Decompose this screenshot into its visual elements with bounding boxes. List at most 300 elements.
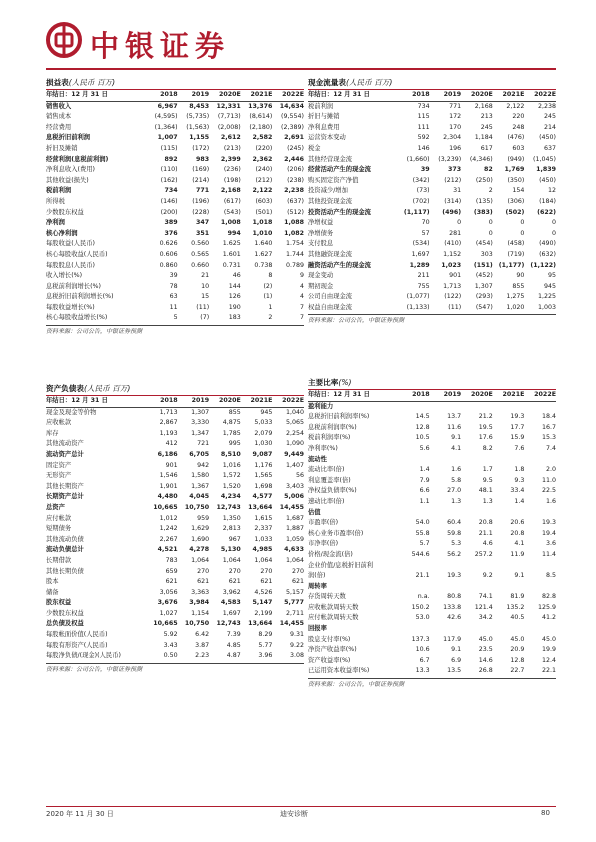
table-row — [308, 645, 556, 656]
row-label: 利息覆盖率(倍) — [308, 476, 351, 484]
row-value: 0 — [551, 229, 556, 237]
row-label: 其他流动资产 — [46, 440, 84, 448]
row-value: 389 — [164, 219, 178, 227]
row-value: 1,176 — [254, 461, 273, 469]
row-value: 170 — [449, 123, 462, 131]
row-value: 10.6 — [415, 646, 430, 654]
row-value: 1,184 — [474, 134, 493, 142]
column-header-year: 2022E — [524, 390, 556, 401]
row-value: 621 — [228, 578, 241, 586]
row-value: 855 — [512, 282, 525, 290]
row-value — [493, 561, 525, 572]
row-value: 347 — [196, 219, 210, 227]
column-header-year: 2019 — [430, 90, 462, 101]
row-value: 1,020 — [506, 303, 525, 311]
table-row — [308, 582, 556, 593]
table-row — [308, 412, 556, 423]
row-value: 0.626 — [159, 240, 178, 248]
row-value: 81.9 — [510, 593, 525, 601]
table-row — [308, 197, 556, 208]
row-value: 11.4 — [541, 550, 556, 558]
row-value: 0 — [520, 219, 525, 227]
row-value: 39 — [420, 166, 430, 174]
table-row — [308, 613, 556, 624]
row-value: 13.3 — [415, 667, 430, 675]
row-label: 融资活动产生的现金流 — [308, 261, 371, 269]
row-label: 所得税 — [46, 197, 65, 205]
row-value — [461, 455, 493, 466]
row-value: 1.640 — [254, 240, 273, 248]
row-value: 901 — [449, 272, 462, 280]
column-header-year: 2021E — [493, 390, 525, 401]
row-label: 市盈率(倍) — [308, 519, 339, 527]
row-value: 1.4 — [514, 497, 525, 505]
row-value: 855 — [228, 408, 241, 416]
row-value: 11 — [169, 303, 178, 311]
row-value: 21 — [201, 272, 210, 280]
row-value: 57 — [421, 229, 430, 237]
row-value: (8,614) — [249, 113, 273, 121]
row-value: 2,168 — [474, 102, 493, 110]
row-value: 6.7 — [419, 656, 430, 664]
row-value — [461, 624, 493, 635]
row-value: 13,664 — [248, 620, 273, 628]
row-value: (617) — [223, 197, 241, 205]
row-label: 购买固定资产净值 — [308, 176, 359, 184]
table-row — [46, 229, 304, 240]
row-value: 125.9 — [537, 603, 556, 611]
row-value: 12.8 — [510, 656, 525, 664]
row-value: 211 — [417, 272, 430, 280]
row-value: 603 — [512, 144, 525, 152]
row-value: (632) — [539, 250, 556, 258]
row-value — [398, 624, 430, 635]
row-value: 19.9 — [541, 646, 556, 654]
row-value: 12,331 — [216, 102, 241, 110]
row-label: 每股股息(人民币) — [46, 261, 95, 269]
row-value: 19.3 — [541, 519, 556, 527]
row-value: 1,152 — [443, 250, 462, 258]
row-value: (1,122) — [530, 261, 556, 269]
row-value — [398, 561, 430, 572]
table-row — [46, 461, 304, 472]
row-value — [461, 582, 493, 593]
table-row — [46, 535, 304, 546]
column-header-year: 2020E — [209, 396, 241, 407]
row-value: (1,045) — [533, 155, 556, 163]
row-value: 31 — [453, 187, 462, 195]
row-label: 销售收入 — [46, 102, 72, 110]
row-label: 无形资产 — [46, 472, 72, 480]
row-value: 1,887 — [285, 525, 304, 533]
row-value: 995 — [228, 440, 241, 448]
row-value: 1,064 — [254, 556, 273, 564]
row-value: 1,520 — [222, 482, 241, 490]
row-value: (501) — [255, 208, 273, 216]
row-value: 1,016 — [222, 461, 241, 469]
row-label: 其他长期资产 — [46, 482, 84, 490]
row-value: 8.5 — [545, 572, 556, 580]
row-value — [524, 561, 556, 572]
row-value: (702) — [412, 197, 430, 205]
row-value: 1,289 — [409, 261, 430, 269]
row-value: 270 — [228, 567, 241, 575]
row-value: 1,713 — [443, 282, 462, 290]
row-value: 9 — [299, 272, 304, 280]
row-value: 2.0 — [545, 466, 556, 474]
table-row — [46, 588, 304, 599]
financial-table — [308, 90, 556, 313]
row-value: 892 — [164, 155, 178, 163]
row-value: (220) — [255, 144, 273, 152]
row-value: 10,665 — [153, 620, 178, 628]
row-value: 5,157 — [285, 588, 304, 596]
row-value: 1,155 — [189, 134, 210, 142]
row-value: 2,446 — [284, 155, 304, 163]
row-value: 5.3 — [451, 540, 462, 548]
row-value: 1,367 — [191, 482, 210, 490]
table-row — [46, 524, 304, 535]
row-label: 投资活动产生的现金流 — [308, 208, 371, 216]
table-row — [46, 292, 304, 303]
row-value: 3,056 — [159, 588, 178, 596]
panel-title-text: 资产负债表 — [46, 384, 84, 393]
table-row — [46, 556, 304, 567]
row-value: 9.5 — [482, 476, 493, 484]
footer-divider — [46, 806, 556, 807]
column-header-label: 年结日：12 月 31 日 — [308, 90, 398, 101]
row-value: 1,225 — [537, 293, 556, 301]
table-row — [308, 303, 556, 314]
row-value: 53.0 — [415, 614, 430, 622]
row-value: 117.9 — [443, 635, 462, 643]
row-value: 0.560 — [191, 240, 210, 248]
row-value: 23.5 — [478, 646, 493, 654]
column-header-label: 年结日：12 月 31 日 — [46, 396, 146, 407]
table-row — [308, 518, 556, 529]
row-value: 214 — [543, 123, 556, 131]
row-value: 617 — [480, 144, 493, 152]
row-value: 1.1 — [419, 497, 430, 505]
column-header-year: 2021E — [241, 396, 273, 407]
table-row — [46, 609, 304, 620]
row-value: 2,254 — [285, 429, 304, 437]
table-row — [308, 165, 556, 176]
table-header-row — [46, 396, 304, 407]
row-value: (1) — [263, 293, 273, 301]
footer-page-number: 80 — [541, 809, 550, 817]
row-value: 4,521 — [157, 546, 178, 554]
row-value: 412 — [165, 440, 178, 448]
table-row — [308, 465, 556, 476]
row-value: 1,347 — [191, 429, 210, 437]
row-value: 2,337 — [254, 525, 273, 533]
row-value: (3,239) — [438, 155, 462, 163]
row-value: 9,449 — [284, 450, 304, 458]
row-value: 1,090 — [285, 440, 304, 448]
row-value: 1,785 — [222, 429, 241, 437]
row-label: 核心业务市盈率(倍) — [308, 529, 364, 537]
row-value — [461, 401, 493, 412]
row-value: 1,193 — [159, 429, 178, 437]
row-value: 8,510 — [220, 450, 241, 458]
row-value: (198) — [223, 176, 241, 184]
row-value: 21.1 — [415, 572, 430, 580]
row-value: 544.6 — [411, 550, 430, 558]
row-value: 3.87 — [195, 641, 210, 649]
row-value: 0 — [488, 229, 493, 237]
row-label: 投资减少/增加 — [308, 187, 348, 195]
row-value: (135) — [475, 197, 493, 205]
row-value: 3,363 — [191, 588, 210, 596]
row-value: 14,455 — [279, 503, 304, 511]
table-row — [46, 250, 304, 261]
row-value: (454) — [475, 240, 493, 248]
table-row — [308, 433, 556, 444]
row-value: 55.8 — [415, 529, 430, 537]
row-value: 942 — [197, 461, 210, 469]
row-value: (250) — [475, 176, 493, 184]
row-value: 1.601 — [222, 250, 241, 258]
row-value: 14.6 — [478, 656, 493, 664]
row-value — [430, 582, 462, 593]
row-value: 1.6 — [451, 466, 462, 474]
row-value: (502) — [505, 208, 525, 216]
row-value: (146) — [160, 197, 178, 205]
row-value: (458) — [507, 240, 525, 248]
table-row — [46, 155, 304, 166]
row-value: 0.860 — [159, 261, 178, 269]
row-label: 期初现金 — [308, 282, 334, 290]
row-value: 15.3 — [541, 434, 556, 442]
row-value: 20.8 — [510, 529, 525, 537]
table-row — [308, 592, 556, 603]
row-value: 34.2 — [478, 614, 493, 622]
row-value: 8.2 — [482, 444, 493, 452]
column-header-year: 2018 — [398, 390, 430, 401]
row-value: 1,023 — [441, 261, 462, 269]
row-value: 20.8 — [478, 519, 493, 527]
row-value: 9.1 — [451, 646, 462, 654]
row-label: 总资产 — [46, 503, 65, 511]
row-label: 折旧及摊销 — [46, 144, 78, 152]
row-value: 95 — [547, 272, 556, 280]
row-value: 2,362 — [252, 155, 273, 163]
row-label: 每股收益(人民币) — [46, 240, 95, 248]
row-value: 133.8 — [443, 603, 462, 611]
row-value: 245 — [543, 113, 556, 121]
row-label: 应收帐款周转天数 — [308, 603, 359, 611]
table-row — [308, 282, 556, 293]
row-value: 2,711 — [285, 609, 304, 617]
table-row — [46, 482, 304, 493]
row-value: (172) — [192, 144, 210, 152]
row-value: (7,713) — [217, 113, 241, 121]
row-value: 2,199 — [254, 609, 273, 617]
row-value: 4,480 — [157, 493, 178, 501]
row-value: 3,403 — [285, 482, 304, 490]
row-value: 4,045 — [189, 493, 210, 501]
table-row — [308, 666, 556, 677]
row-value: 4,526 — [254, 588, 273, 596]
row-value: 11.6 — [447, 423, 462, 431]
row-value: 248 — [512, 123, 525, 131]
row-value: 15.9 — [510, 434, 525, 442]
table-row — [46, 619, 304, 630]
row-value: 0.789 — [285, 261, 304, 269]
table-row — [46, 492, 304, 503]
table-row — [46, 407, 304, 418]
row-value: 18.4 — [541, 413, 556, 421]
row-value: 2,267 — [159, 535, 178, 543]
row-label: 应付帐款周转天数 — [308, 614, 359, 622]
row-label: 经营活动产生的现金流 — [308, 166, 371, 174]
row-value: 7 — [299, 314, 304, 322]
row-label: 长期资产总计 — [46, 493, 84, 501]
row-value: 1,059 — [285, 535, 304, 543]
row-label: 核心每股收益(人民币) — [46, 250, 108, 258]
row-label: 现金及现金等价物 — [46, 408, 97, 416]
row-value: 22.5 — [541, 487, 556, 495]
row-value: (543) — [223, 208, 241, 216]
row-value: (450) — [539, 176, 556, 184]
row-label: 税前利润率(%) — [308, 434, 351, 442]
row-label: 息税前利润率(%) — [308, 423, 357, 431]
footer-company: 迪安诊断 — [280, 810, 308, 818]
row-value: (212) — [444, 176, 462, 184]
row-value: 6.6 — [419, 487, 430, 495]
row-label: 净利息收入(费用) — [46, 166, 95, 174]
table-row — [308, 571, 556, 582]
table-row — [308, 208, 556, 219]
row-value — [398, 582, 430, 593]
row-value: (2) — [263, 282, 273, 290]
row-value: 45.0 — [478, 635, 493, 643]
row-label: 市净率(倍) — [308, 540, 339, 548]
table-row — [308, 635, 556, 646]
row-value: (547) — [475, 303, 493, 311]
table-row — [308, 250, 556, 261]
row-value: 26.8 — [478, 667, 493, 675]
bank-of-china-logo-icon — [46, 22, 82, 58]
row-value: 39 — [169, 272, 178, 280]
row-value: 771 — [449, 102, 462, 110]
row-value: 1,154 — [191, 609, 210, 617]
row-value: 82 — [484, 166, 493, 174]
row-value: (452) — [475, 272, 493, 280]
row-label: 核心每股收益增长(%) — [46, 314, 108, 322]
row-value: 2,168 — [220, 187, 241, 195]
row-value: 1,003 — [537, 303, 556, 311]
row-value: 2,612 — [220, 134, 241, 142]
row-label: 其他收益(损失) — [46, 176, 89, 184]
column-header-year: 2019 — [178, 396, 210, 407]
column-header-year: 2019 — [178, 90, 210, 101]
row-value: (240) — [255, 166, 273, 174]
row-label: 每股有形资产(人民币) — [46, 641, 108, 649]
row-value: 994 — [227, 229, 241, 237]
row-label: 收入增长(%) — [46, 272, 83, 280]
row-value: 3,676 — [157, 599, 178, 607]
row-value: 5,006 — [284, 493, 304, 501]
row-value: 1,687 — [285, 514, 304, 522]
row-value — [430, 508, 462, 519]
row-label: 税前利润 — [308, 102, 334, 110]
row-value: 1,064 — [191, 556, 210, 564]
page-header — [46, 22, 556, 72]
column-header-year: 2021E — [493, 90, 525, 101]
row-value: 1,901 — [159, 482, 178, 490]
column-header-year: 2020E — [209, 90, 241, 101]
row-value: 6,967 — [157, 102, 178, 110]
balance-sheet-panel — [46, 382, 304, 676]
row-label: 流动比率(倍) — [308, 466, 345, 474]
row-value: 137.3 — [411, 635, 430, 643]
row-value: 1,010 — [252, 229, 273, 237]
row-label: 销售成本 — [46, 113, 72, 121]
row-value: 46 — [232, 272, 241, 280]
table-row — [308, 292, 556, 303]
row-value: (115) — [160, 144, 178, 152]
table-row — [46, 545, 304, 556]
table-row — [308, 656, 556, 667]
row-value: (206) — [287, 166, 304, 174]
row-value: 45.0 — [510, 635, 525, 643]
row-value — [493, 455, 525, 466]
row-value: (9,554) — [281, 113, 304, 121]
table-header-row — [308, 390, 556, 401]
table-row — [46, 503, 304, 514]
row-value: (1,563) — [186, 123, 210, 131]
table-row — [46, 651, 304, 662]
row-value: 27.0 — [447, 487, 462, 495]
row-label: 总负债及权益 — [46, 620, 84, 628]
table-row — [308, 144, 556, 155]
row-value: 1,307 — [474, 282, 493, 290]
row-value: 20.6 — [510, 519, 525, 527]
row-value: (410) — [444, 240, 462, 248]
row-value: 621 — [291, 578, 304, 586]
row-value: 2,122 — [252, 187, 273, 195]
brand-name: 中银证券 — [90, 29, 231, 63]
row-value: 9.3 — [514, 476, 525, 484]
row-value: 13,664 — [248, 503, 273, 511]
row-value: 7.9 — [419, 476, 430, 484]
table-row — [308, 423, 556, 434]
row-value: 5,147 — [252, 599, 273, 607]
row-label: 储备 — [46, 588, 59, 596]
row-value: 270 — [260, 567, 273, 575]
row-value: 1,407 — [285, 461, 304, 469]
table-row — [46, 112, 304, 123]
row-value: 196 — [449, 144, 462, 152]
panel-title-unit: (人民币 百万) — [68, 78, 116, 87]
row-value: 945 — [543, 282, 556, 290]
row-value: 783 — [165, 556, 178, 564]
row-value: 13.7 — [447, 413, 462, 421]
row-value: 7.4 — [545, 444, 556, 452]
row-value: 190 — [228, 303, 241, 311]
row-value: 1,088 — [284, 219, 304, 227]
row-value: 40.5 — [510, 614, 525, 622]
row-value — [524, 624, 556, 635]
row-value: 270 — [197, 567, 210, 575]
row-value: 4.87 — [226, 652, 241, 660]
row-value: 1,033 — [254, 535, 273, 543]
row-value: 126 — [228, 293, 241, 301]
panel-title — [308, 376, 556, 390]
row-value: 270 — [291, 567, 304, 575]
